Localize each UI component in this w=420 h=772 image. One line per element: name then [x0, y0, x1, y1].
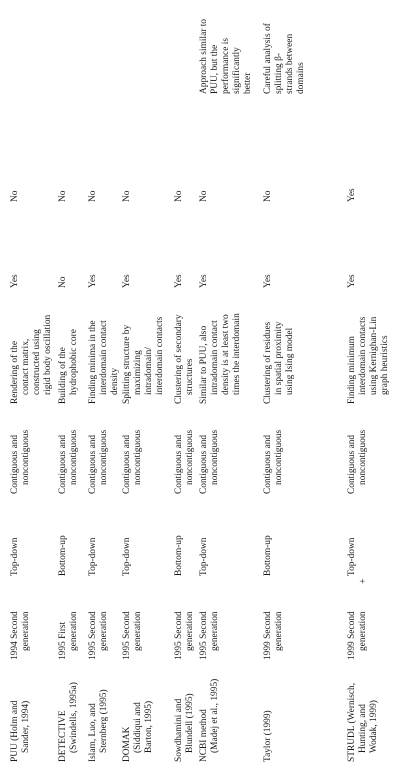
cell-line: noncontiguous [133, 429, 143, 485]
year-cell [263, 586, 285, 660]
multidomain-cell [174, 252, 185, 288]
cell-line: Bottom-up [263, 535, 273, 576]
year-mark: + [358, 578, 369, 584]
year-cell [174, 586, 196, 660]
cell-line: Top-down [347, 537, 357, 576]
cell-line: Approach similar to [199, 19, 209, 94]
cell-line: better [243, 72, 253, 94]
cell-line: Bottom-up [58, 535, 68, 576]
cell-line: density is at least two [221, 314, 231, 395]
cell-line: Sternberg (1995) [99, 689, 109, 753]
domains-cell [174, 410, 196, 494]
cell-line: generation [69, 611, 79, 651]
cell-line: Yes [263, 274, 273, 288]
cell-line: 1999 Second [347, 611, 357, 660]
web-server-cell [10, 166, 21, 202]
cell-line: No [199, 190, 209, 202]
cell-line: 1995 Second [88, 611, 98, 660]
cell-line: Hunting, and [358, 704, 368, 753]
cell-line: Clustering of secondary [174, 314, 184, 404]
cell-line: Top-down [10, 537, 20, 576]
year-cell [58, 586, 80, 660]
cell-line: noncontiguous [185, 429, 195, 485]
cell-line: generation [133, 611, 143, 651]
principle-cell [347, 302, 391, 404]
approach-cell [88, 502, 99, 576]
cell-line: constructed using [32, 329, 42, 395]
domains-cell [122, 410, 144, 494]
cell-line: DOMAK [122, 726, 132, 762]
cell-line: Blundell (1995) [185, 693, 195, 753]
approach-cell [58, 502, 69, 576]
cell-line: Yes [10, 274, 20, 288]
cell-line: Bottom-up [174, 535, 184, 576]
method-cell [263, 660, 274, 762]
cell-line: Similar to PUU, also [199, 325, 209, 404]
cell-line: Contiguous and [199, 434, 209, 494]
cell-line: Yes [347, 274, 357, 288]
cell-line: structures [185, 358, 195, 395]
cell-line: noncontiguous [99, 429, 109, 485]
cell-line: Finding minimum [347, 336, 357, 404]
cell-line: DETECTIVE [58, 710, 68, 762]
cell-line: No [263, 190, 273, 202]
domains-cell [263, 410, 285, 494]
web-server-cell [88, 166, 99, 202]
cell-line: Taylor (1999) [263, 710, 273, 762]
web-server-cell [199, 166, 210, 202]
cell-line: Top-down [122, 537, 132, 576]
cell-line: Clustering of residues [263, 321, 273, 404]
principle-cell [10, 302, 54, 404]
cell-line: No [58, 276, 68, 288]
year-cell [122, 586, 144, 660]
cell-line: splitting β- [274, 53, 284, 94]
cell-line: Sander, 1994) [21, 700, 31, 753]
cell-line: (Siddiqui and [133, 702, 143, 753]
cell-line: noncontiguous [358, 429, 368, 485]
web-server-cell [122, 166, 133, 202]
cell-line: Contiguous and [88, 434, 98, 494]
cell-line: No [88, 190, 98, 202]
cell-line: generation [210, 611, 220, 651]
cell-line: hydrophobic core [69, 329, 79, 395]
cell-line: Yes [122, 274, 132, 288]
cell-line: PUU, but the [210, 44, 220, 94]
principle-cell [263, 302, 296, 404]
multidomain-cell [58, 252, 69, 288]
cell-line: noncontiguous [210, 429, 220, 485]
cell-line: Barton, 1995) [144, 700, 154, 753]
cell-line: Sowdhamini and [174, 698, 184, 762]
domains-cell [347, 410, 369, 494]
principle-cell [58, 302, 80, 404]
cell-line: times the interdomain [232, 313, 242, 395]
cell-line: Contiguous and [10, 434, 20, 494]
principle-cell [174, 302, 196, 404]
method-cell [58, 660, 80, 762]
domains-cell [88, 410, 110, 494]
year-cell [347, 586, 369, 660]
notes-cell [263, 0, 307, 94]
cell-line: domains [296, 62, 306, 94]
cell-line: Yes [174, 274, 184, 288]
cell-line: Rendering of the [10, 340, 20, 404]
cell-line: generation [274, 611, 284, 651]
cell-line: density [110, 367, 120, 395]
web-server-cell [58, 166, 69, 202]
principle-cell [88, 302, 121, 404]
cell-line: 1999 Second [263, 611, 273, 660]
cell-line: using Kernighan-Lin [369, 316, 379, 395]
cell-line: (Swindells, 1995a) [69, 682, 79, 753]
notes-cell [199, 0, 254, 94]
cell-line: No [58, 190, 68, 202]
cell-line: 1995 Second [122, 611, 132, 660]
cell-line: No [122, 190, 132, 202]
method-cell [10, 660, 32, 762]
method-cell [122, 660, 155, 762]
cell-line: Yes [347, 188, 357, 202]
cell-line: strands between [285, 33, 295, 94]
principle-cell [122, 302, 166, 404]
cell-line: noncontiguous [69, 429, 79, 485]
approach-cell [263, 502, 274, 576]
cell-line: noncontiguous [21, 429, 31, 485]
cell-line: Careful analysis of [263, 23, 273, 94]
cell-line: using Ising model [285, 327, 295, 395]
web-server-cell [347, 166, 358, 202]
cell-line: graph heuristics [380, 335, 390, 395]
cell-line: Top-down [199, 537, 209, 576]
cell-line: Yes [88, 274, 98, 288]
cell-line: 1995 Second [199, 611, 209, 660]
multidomain-cell [347, 252, 358, 288]
approach-cell [174, 502, 185, 576]
cell-line: generation [185, 611, 195, 651]
approach-cell [122, 502, 133, 576]
cell-line: maximizing [133, 350, 143, 395]
cell-line: noncontiguous [274, 429, 284, 485]
multidomain-cell [88, 252, 99, 288]
multidomain-cell [10, 252, 21, 288]
method-cell [174, 660, 196, 762]
cell-line: 1995 First [58, 621, 68, 660]
cell-line: intradomain contact [210, 320, 220, 395]
approach-cell [10, 502, 21, 576]
year-cell [88, 586, 110, 660]
domains-cell [10, 410, 32, 494]
method-cell [199, 660, 221, 762]
cell-line: Contiguous and [122, 434, 132, 494]
cell-line: No [174, 190, 184, 202]
cell-line: generation [358, 611, 368, 651]
cell-line: (Madej et al., 1995) [210, 678, 220, 753]
cell-line: PUU (Holm and [10, 700, 20, 762]
cell-line: Contiguous and [263, 434, 273, 494]
cell-line: Building of the [58, 347, 68, 404]
cell-line: Contiguous and [58, 434, 68, 494]
cell-line: interdomain contacts [155, 316, 165, 395]
cell-line: performance is [221, 38, 231, 94]
method-cell [88, 660, 110, 762]
cell-line: 1995 Second [174, 611, 184, 660]
cell-line: generation [21, 611, 31, 651]
cell-line: generation [99, 611, 109, 651]
cell-line: Contiguous and [347, 434, 357, 494]
cell-line: Top-down [88, 537, 98, 576]
multidomain-cell [199, 252, 210, 288]
year-cell [199, 586, 221, 660]
cell-line: Islam, Luo, and [88, 703, 98, 762]
cell-line: intradomain/ [144, 347, 154, 395]
cell-line: rigid body oscillation [43, 314, 53, 395]
cell-line: STRUDL (Wernisch, [347, 682, 357, 762]
cell-line: Yes [199, 274, 209, 288]
cell-line: contact matrix, [21, 338, 31, 395]
cell-line: interdomain contacts [358, 316, 368, 395]
principle-cell [199, 302, 243, 404]
cell-line: Wodak, 1999) [369, 700, 379, 753]
year-cell [10, 586, 32, 660]
cell-line: Splitting structure by [122, 324, 132, 404]
domains-cell [58, 410, 80, 494]
multidomain-cell [122, 252, 133, 288]
domains-cell [199, 410, 221, 494]
approach-cell [199, 502, 210, 576]
method-cell [347, 660, 380, 762]
cell-line: NCBI method [199, 709, 209, 762]
cell-line: Finding minima in the [88, 320, 98, 404]
cell-line: 1994 Second [10, 611, 20, 660]
cell-line: No [10, 190, 20, 202]
cell-line: interdomain contact [99, 320, 109, 395]
multidomain-cell [263, 252, 274, 288]
approach-cell [347, 502, 358, 576]
cell-line: significantly [232, 47, 242, 94]
cell-line: in spatial proximity [274, 321, 284, 395]
web-server-cell [174, 166, 185, 202]
web-server-cell [263, 166, 274, 202]
cell-line: Contiguous and [174, 434, 184, 494]
